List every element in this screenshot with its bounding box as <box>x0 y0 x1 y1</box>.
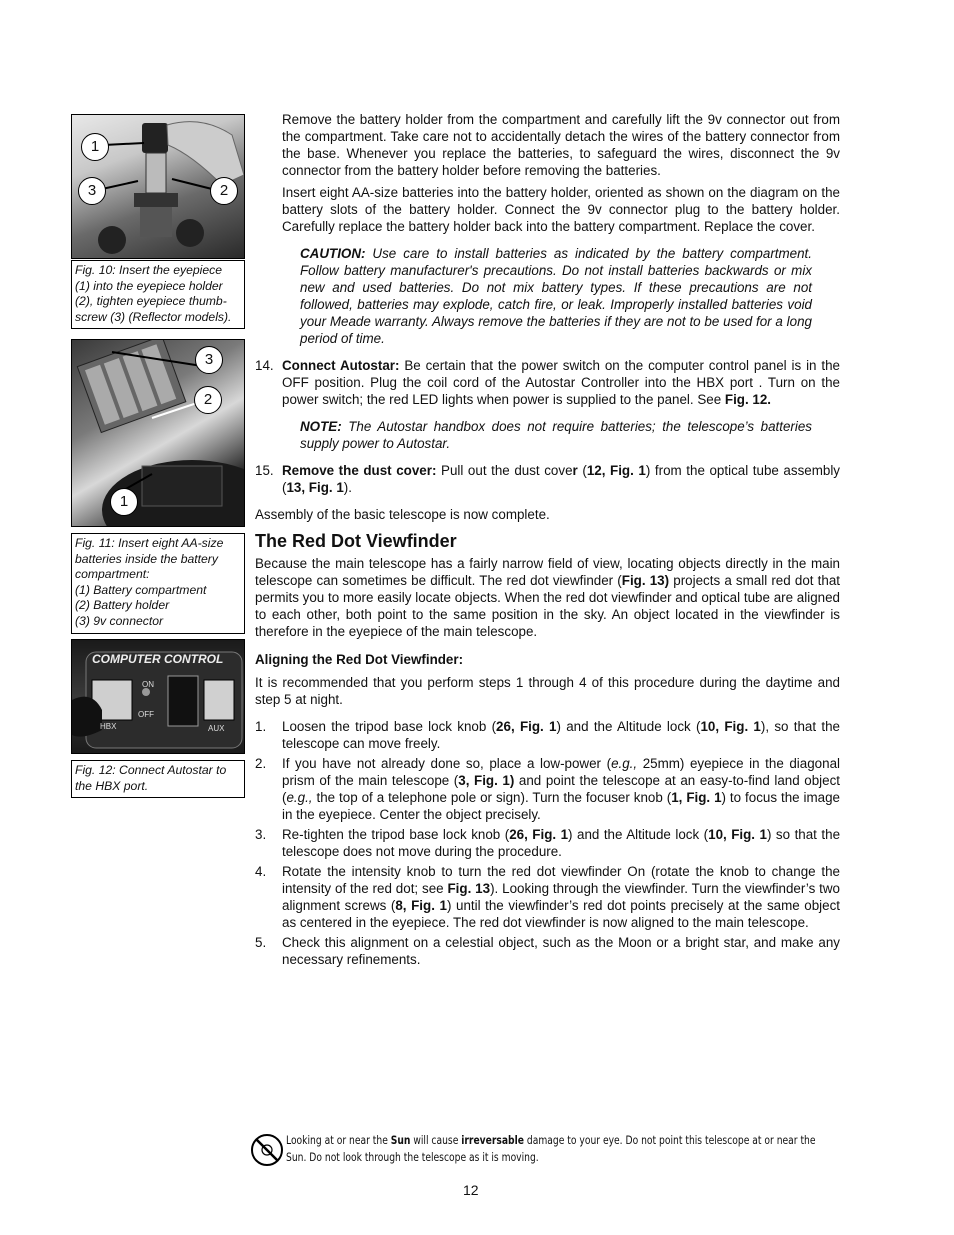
fig12-caption <box>71 760 245 798</box>
fig11-photo <box>71 339 245 527</box>
caution-label: CAUTION: <box>300 246 366 261</box>
fig-ref: 10, Fig. 1 <box>700 719 761 734</box>
fig-ref: 12, Fig. 1 <box>586 463 646 478</box>
panel-title: COMPUTER CONTROL <box>92 652 224 666</box>
caption-line: Fig. 11: Insert eight AA-size <box>75 536 224 550</box>
section-intro <box>255 555 840 640</box>
step-number: 3. <box>255 827 267 842</box>
caption-line: (2) Battery holder <box>75 598 170 613</box>
callout-1: 1 <box>81 133 109 161</box>
main-text <box>255 111 840 968</box>
fig12-photo <box>71 639 245 754</box>
step-text: ) until the viewfinder’s red dot points precisely at the same object as centered in the eyepiece. The red dot viewfinder is now aligned to the main telescope. <box>282 898 841 930</box>
note-text: The Autostar handbox does not require batteries; the telescope’s batteries supply power to Autostar. <box>300 419 812 451</box>
step-number: 5. <box>255 935 267 950</box>
caption-line: Fig. 10: Insert the eyepiece <box>75 263 223 277</box>
warning-fragment: Sun. Do not look through the telescope as it is moving. <box>286 1151 539 1164</box>
warning-fragment: Looking at or near the <box>286 1134 391 1147</box>
step-text: ). Looking through the viewfinder. Turn the viewfinder’s two alignment screws ( <box>282 881 840 913</box>
step-text: ) and the Altitude lock ( <box>556 719 701 734</box>
alignment-step <box>255 755 840 823</box>
caption-line: (3) 9v connector <box>75 613 164 628</box>
step-text: r <box>572 463 578 478</box>
step-text: e.g., <box>611 756 638 771</box>
step-text: Be certain that the power switch on the computer control panel is in the OFF position. Plug the coil cord of the Autostar Controller into the HBX port . Turn on the power switch; the red LED lights when power is supplied to the panel. See <box>282 358 840 407</box>
caution-text: Use care to install batteries as indicated by the battery compartment. Follow battery manufacturer's precautions. Do not install batteries backwards or mix new and used batteries. Do not mix battery types. If these precautions are not followed, batteries may explode, catch fire, or leak. Improperly installed batteries void your Meade warranty. Always remove the batteries if they are not to be used for a long period of time. <box>300 246 812 346</box>
step-label: Remove the dust cover: <box>282 463 437 478</box>
step-text: e.g., <box>286 790 313 805</box>
step-15 <box>255 462 840 496</box>
subheading: Aligning the Red Dot Viewfinder: <box>255 652 464 667</box>
note-label: NOTE: <box>300 419 342 434</box>
step-text: Re-tighten the tripod base lock knob ( <box>282 827 510 842</box>
caution-block <box>255 245 840 347</box>
note-block <box>255 418 840 452</box>
page-number: 12 <box>463 1182 479 1198</box>
panel-label-off: OFF <box>138 710 154 719</box>
fig10-caption <box>71 260 245 329</box>
panel-label-aux: AUX <box>208 724 225 733</box>
step-text: Pull out the dust cove <box>436 463 573 478</box>
step-text: ( <box>577 463 587 478</box>
caption-line: compartment: <box>75 567 150 582</box>
paragraph-battery-insert: Insert eight AA-size batteries into the battery holder, oriented as shown on the diagram on the battery slots of the battery holder. Connect the 9v connector plug to the battery holder. Carefully replace the battery holder back into the battery compartment. Replace the cover. <box>282 185 840 234</box>
fig-ref: Fig. 12. <box>724 392 772 407</box>
step-text: Rotate the intensity knob to turn the red dot viewfinder On (rotate the knob to change the intensity of the red dot; see <box>282 864 840 896</box>
fig11-caption <box>71 533 245 634</box>
warning-fragment: damage to your eye. Do not point this telescope at or near the <box>523 1134 816 1147</box>
paragraph-battery-remove: Remove the battery holder from the compartment and carefully lift the 9v connector out from the compartment. Take care not to accidentally detach the wires of the battery connector from the base. Whenever you replace the batteries, to safeguard the wires, disconnect the 9v connector from the battery holder before removing the batteries. <box>282 112 840 178</box>
alignment-steps <box>255 718 840 968</box>
warning-emphasis: irreversable <box>461 1134 524 1147</box>
step-text: and point the telescope at an easy-to-find land object ( <box>282 773 841 805</box>
callout-2: 2 <box>210 177 238 205</box>
panel-label-hbx: HBX <box>100 722 117 731</box>
sun-warning <box>250 1132 840 1172</box>
alignment-step <box>255 718 840 752</box>
panel-label-on: ON <box>142 680 154 689</box>
caption-line: (1) Battery compartment <box>75 582 207 597</box>
callout-3: 3 <box>195 346 223 374</box>
step-number: 4. <box>255 864 267 879</box>
section-title: The Red Dot Viewfinder <box>255 531 457 551</box>
step-text: 25mm) eyepiece in the diagonal prism of the main telescope ( <box>282 756 840 788</box>
step-text: ). <box>343 480 352 495</box>
step-text: Loosen the tripod base lock knob ( <box>282 719 497 734</box>
callout-2: 2 <box>194 386 222 414</box>
fig-ref: 26, Fig. 1 <box>509 827 569 842</box>
assembly-complete: Assembly of the basic telescope is now complete. <box>255 507 550 522</box>
caption-line: the HBX port. <box>75 778 149 793</box>
caption-line: Fig. 12: Connect Autostar to <box>75 763 227 777</box>
step-text: ) so that the telescope does not move during the procedure. <box>282 827 841 859</box>
caption-line: batteries inside the battery <box>75 551 218 566</box>
no-sun-warning-icon <box>250 1133 284 1167</box>
step-text: If you have not already done so, place a low-power ( <box>282 756 612 771</box>
step-number: 14. <box>255 358 274 373</box>
caption-line: screw (3) (Reflector models). <box>75 309 232 324</box>
step-14 <box>255 357 840 408</box>
step-text: Check this alignment on a celestial object, such as the Moon or a bright star, and make any necessary refinements. <box>282 935 840 967</box>
fig-ref: 3, Fig. 1) <box>458 773 515 788</box>
fig-ref: 1, Fig. 1 <box>671 790 722 805</box>
fig-ref: 8, Fig. 1 <box>395 898 447 913</box>
step-text: ) from the optical tube assembly ( <box>282 463 840 495</box>
caption-line: (1) into the eyepiece holder <box>75 278 223 293</box>
alignment-step <box>255 863 840 931</box>
warning-fragment: will cause <box>410 1134 462 1147</box>
fig-ref: 10, Fig. 1 <box>708 827 767 842</box>
callout-1: 1 <box>110 488 138 516</box>
fig10-photo <box>71 114 245 259</box>
warning-text <box>286 1132 844 1166</box>
step-number: 15. <box>255 463 274 478</box>
step-text: ) to focus the image in the eyepiece. Center the object precisely. <box>282 790 840 822</box>
caption-line: (2), tighten eyepiece thumb- <box>75 294 227 309</box>
warning-emphasis: Sun <box>390 1134 411 1147</box>
step-text: the top of a telephone pole or sign). Turn the focuser knob ( <box>312 790 672 805</box>
step-number: 1. <box>255 719 267 734</box>
fig-ref: 13, Fig. 1 <box>286 480 344 495</box>
alignment-step <box>255 934 840 968</box>
step-number: 2. <box>255 756 267 771</box>
step-text: ) and the Altitude lock ( <box>568 827 709 842</box>
step-text: ), so that the telescope can move freely. <box>282 719 840 751</box>
subsection-intro: It is recommended that you perform steps 1 through 4 of this procedure during the daytime and step 5 at night. <box>255 675 840 707</box>
fig-ref: Fig. 13 <box>447 881 491 896</box>
fig-ref: Fig. 13) <box>621 573 670 588</box>
paragraph-text: Because the main telescope has a fairly narrow field of view, locating objects directly in the main telescope can sometimes be difficult. The red dot viewfinder ( <box>255 556 840 588</box>
alignment-step <box>255 826 840 860</box>
step-label: Connect Autostar: <box>282 358 400 373</box>
fig-ref: 26, Fig. 1 <box>496 719 557 734</box>
callout-3: 3 <box>78 177 106 205</box>
paragraph-text: projects a small red dot that permits you to more easily locate objects. When the red dot viewfinder and optical tube are aligned to each other, both point to the same position in the sky. An object located in the viewfinder is therefore in the eyepiece of the main telescope. <box>255 573 840 639</box>
